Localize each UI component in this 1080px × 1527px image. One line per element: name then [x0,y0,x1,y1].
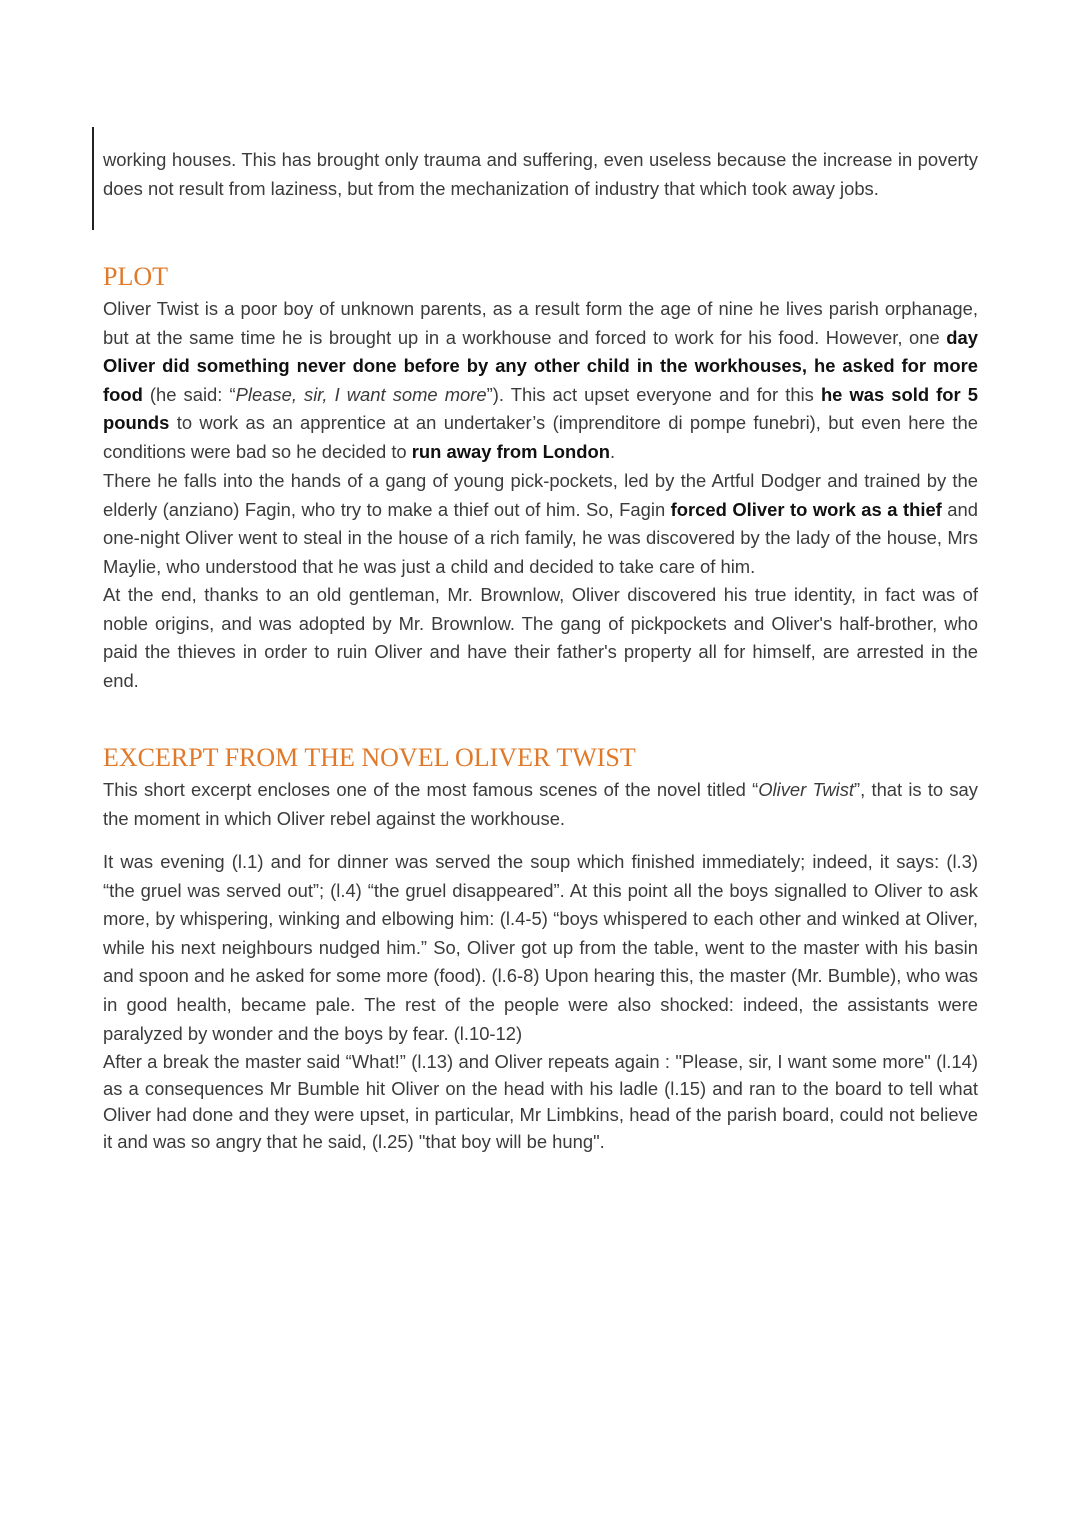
plot-p1-text-a: Oliver Twist is a poor boy of unknown parents, as a result form the age of nine he lives parish orphanage, but at the same time he is brought up in a workhouse and forced to work for his food. However, one [103,298,978,348]
plot-p1-text-d: ”). This act upset everyone and for this [486,383,821,405]
excerpt-p1-text-b: ”, that is to say the moment in which Oliver rebel against the workhouse. [103,779,978,829]
excerpt-heading: EXCERPT FROM THE NOVEL OLIVER TWIST [103,743,636,772]
plot-p1-bold-1: day Oliver did something never done before by any other child in the workhouses, he asked for more food [103,326,978,405]
plot-heading: PLOT [103,262,168,291]
excerpt-paragraph-3: After a break the master said “What!” (l.13) and Oliver repeats again : "Please, sir, I want some more" (l.14) as a consequences Mr Bumble hit Oliver on the head with his ladle (l.15) and ran to the board to tell what Oliver had done and they were upset, in particular, Mr Limbkins, head of the parish board, could not believe it and was so angry that he said, (l.25) "that boy will be hung". [103,1051,978,1152]
plot-p1-bold-3: run away from London [411,440,610,462]
excerpt-p1-novel-title: Oliver Twist [758,779,855,800]
plot-paragraph-1 [103,295,978,467]
plot-paragraph-3: At the end, thanks to an old gentleman, Mr. Brownlow, Oliver discovered his true identity, in fact was of noble origins, and was adopted by Mr. Brownlow. The gang of pickpockets and Oliver's half-brother, who paid the thieves in order to ruin Oliver and have their father's property all for himself, are arrested in the end. [103,584,978,691]
excerpt-paragraph-1 [103,776,978,833]
plot-paragraph-2 [103,467,978,581]
plot-p1-text-c: (he said: “ [142,383,236,405]
plot-p1-bold-2: he was sold for 5 pounds [103,383,978,434]
plot-p1-text-f: . [609,440,616,462]
plot-p2-text-a: There he falls into the hands of a gang of young pick-pockets, led by the Artful Dodger and trained by the elderly (anziano) Fagin, who try to make a thief out of him. So, Fagin [103,470,978,520]
plot-p1-quote: Please, sir, I want some more [235,383,487,405]
excerpt-p1-text-a: This short excerpt encloses one of the most famous scenes of the novel titled “ [103,779,759,800]
plot-p2-bold-1: forced Oliver to work as a thief [670,498,942,520]
intro-paragraph: working houses. This has brought only trauma and suffering, even useless because the increase in poverty does not result from laziness, but from the mechanization of industry that which took away jobs. [103,149,978,199]
excerpt-paragraph-2: It was evening (l.1) and for dinner was served the soup which finished immediately; indeed, it says: (l.3) “the gruel was served out”; (l.4) “the gruel disappeared”. At this point all the boys signalled to Oliver to ask more, by whispering, winking and elbowing him: (l.4-5) “boys whispered to each other and winked at Oliver, while his next neighbours nudged him.” So, Oliver got up from the table, went to the master with his basin and spoon and he asked for some more (food). (l.6-8) Upon hearing this, the master (Mr. Bumble), who was in good health, became pale. The rest of the people were also shocked: indeed, the assistants were paralyzed by wonder and the boys by fear. (l.10-12) [103,851,978,1044]
plot-p1-text-e: to work as an apprentice at an undertaker’s (imprenditore di pompe funebri), but even here the conditions were bad so he decided to [103,412,978,462]
left-margin-bar [92,127,94,230]
plot-p2-text-c: and one-night Oliver went to steal in the house of a rich family, he was discovered by the lady of the house, Mrs Maylie, who understood that he was just a child and decided to take care of him. [103,498,978,577]
